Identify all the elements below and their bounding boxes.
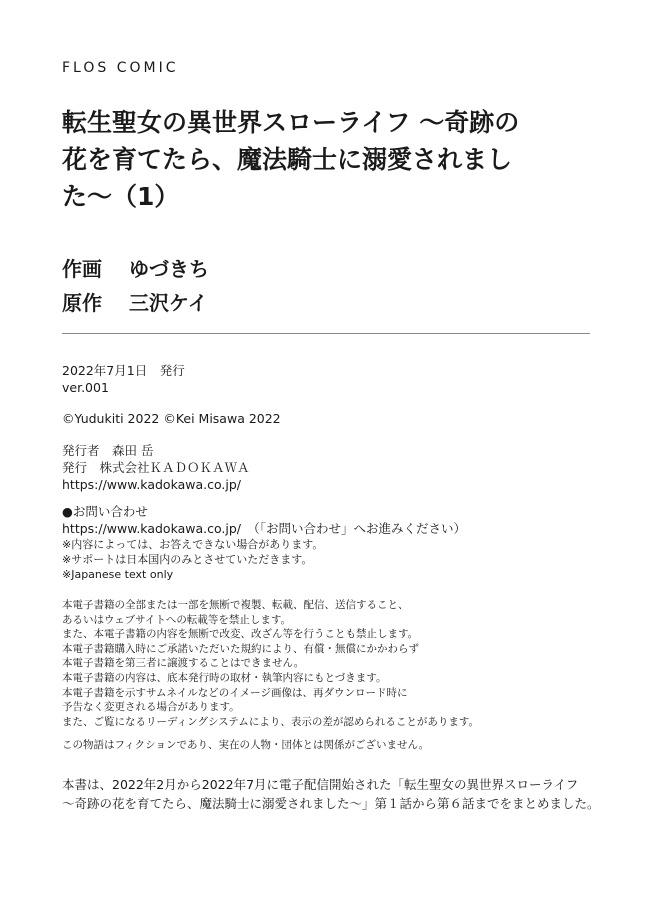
book-title-line: た～（1） [62,182,180,211]
divider [62,333,590,334]
book-title [62,104,602,215]
credits [62,252,209,320]
inquiry-note: ※サポートは日本国内のみとさせていただきます。 [62,553,313,566]
inquiry-url[interactable]: https://www.kadokawa.co.jp/ （「お問い合わせ」へお進みください） [62,521,466,536]
summary-line: 本書は、2022年2月から2022年7月に電子配信開始された「転生聖女の異世界スローライフ [62,777,579,792]
book-title-line: 転生聖女の異世界スローライフ ～奇跡の [62,108,520,137]
credit-role: 作画 [62,257,102,281]
legal-notice [62,598,479,729]
book-title-line: 花を育てたら、魔法騎士に溺愛されまし [62,145,513,174]
legal-notice-line: 本電子書籍の全部または一部を無断で複製、転載、配信、送信すること、 [62,599,409,611]
publisher-company: 発行 株式会社ＫＡＤＯＫＡＷＡ [62,460,250,475]
credit-role: 原作 [62,291,102,315]
credit-author [62,286,209,320]
legal-notice-line: また、本電子書籍の内容を無断で改変、改ざん等を行うことも禁止します。 [62,628,419,641]
credit-name: 三沢ケイ [128,291,208,315]
version: ver.001 [62,380,109,395]
credit-artist [62,252,209,286]
legal-notice-line: 本電子書籍の内容は、底本発行時の取材・執筆内容にもとづきます。 [62,671,387,684]
legal-notice-line: 本電子書籍を示すサムネイルなどのイメージ画像は、再ダウンロード時に [62,686,408,699]
inquiry-note: ※Japanese text only [62,568,174,581]
publisher-info [62,442,250,493]
publication-info [62,362,185,396]
summary [62,775,600,813]
legal-notice-line: 予告なく変更される場合があります。 [62,701,240,714]
legal-notice-line: あるいはウェブサイトへの転載等を禁止します。 [62,613,292,626]
legal-notice-line: 本電子書籍購入時にご承諾いただいた規約により、有償・無償にかかわらず [62,642,419,655]
publisher-url[interactable]: https://www.kadokawa.co.jp/ [62,477,241,492]
legal-notice-line: 本電子書籍を第三者に譲渡することはできません。 [62,657,305,670]
imprint-label: FLOS COMIC [62,60,179,76]
inquiry-note: ※内容によっては、お答えできない場合があります。 [62,538,324,551]
issuer: 発行者 森田 岳 [62,443,154,458]
fiction-notice: この物語はフィクションであり、実在の人物・団体とは関係がございません。 [62,739,430,751]
publication-date: 2022年7月1日 発行 [62,363,185,378]
legal-notice-line: また、ご覧になるリーディングシステムにより、表示の差が認められることがあります。 [62,715,480,728]
copyright: ©Yudukiti 2022 ©Kei Misawa 2022 [62,411,281,426]
summary-line: ～奇跡の花を育てたら、魔法騎士に溺愛されました～」第１話から第６話までをまとめました。 [62,796,600,811]
credit-name: ゆづきち [128,257,209,281]
inquiry-heading: ●お問い合わせ [62,504,148,519]
inquiry [62,503,466,582]
